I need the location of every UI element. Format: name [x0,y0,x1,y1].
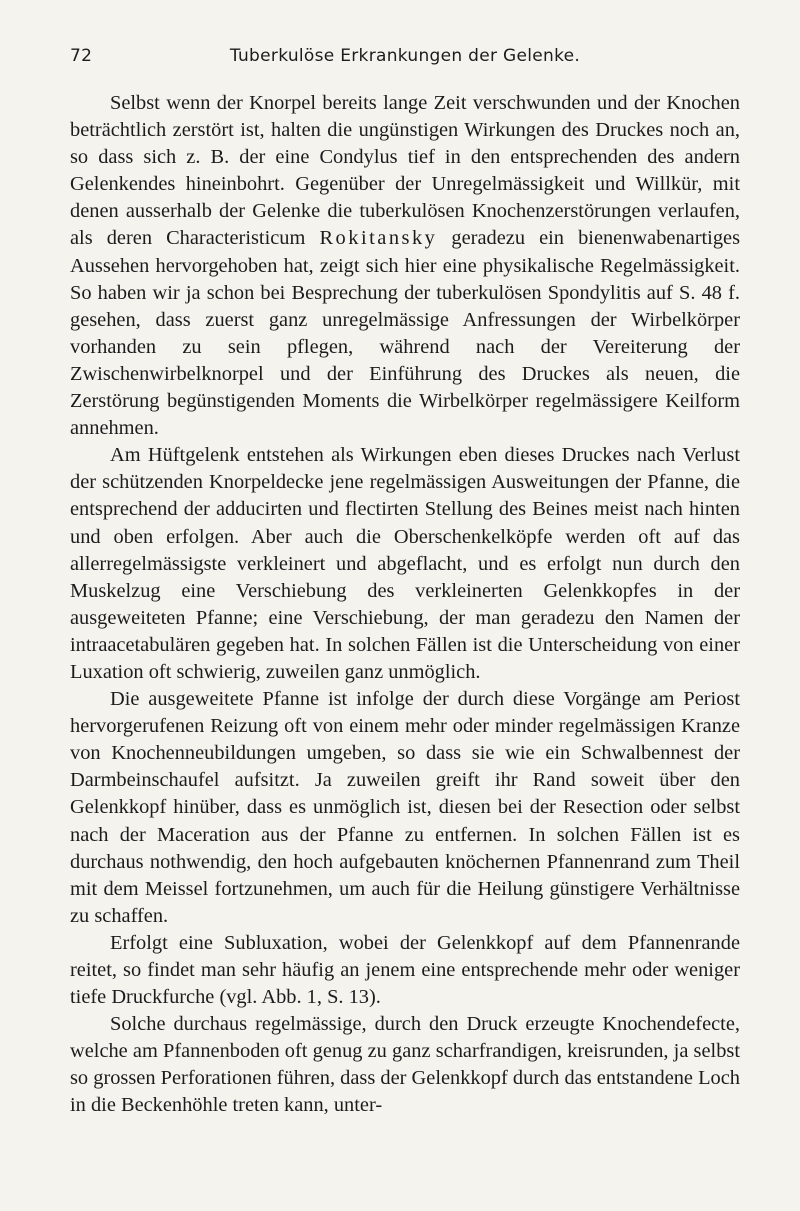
author-name-emphasis: Rokitansky [319,227,438,250]
paragraph-4: Erfolgt eine Subluxation, wobei der Gelenkkopf auf dem Pfannenrande reitet, so findet man sehr häufig an jenem eine entsprechende mehr oder weniger tiefe Druckfurche (vgl. Abb. 1, S. 13). [70,931,740,1009]
paragraph-3: Die ausgeweitete Pfanne ist infolge der durch diese Vorgänge am Periost hervorgerufenen Reizung oft von einem mehr oder minder regelmässigen Kranze von Knochenneubildungen umgeben, so dass sie wie ein Schwalbennest der Darmbeinschaufel aufsitzt. Ja zuweilen greift ihr Rand soweit über den Gelenkkopf hinüber, dass es unmöglich ist, diesen bei der Resection oder selbst nach der Maceration aus der Pfanne zu entfernen. In solchen Fällen ist es durchaus nothwendig, den hoch aufgebauten knöchernen Pfannenrand zum Theil mit dem Meissel fortzunehmen, um auch für die Heilung günstigere Verhältnisse zu schaffen. [70,688,740,927]
running-header [70,46,740,76]
running-title: Tuberkulöse Erkrankungen der Gelenke. [229,46,581,66]
paragraph-5: Solche durchaus regelmässige, durch den Druck erzeugte Knochendefecte, welche am Pfannenboden oft genug zu ganz scharfrandigen, kreisrunden, ja selbst so grossen Perforationen führen, dass der Gelenkkopf durch das entstandene Loch in die Beckenhöhle treten kann, unter- [70,1013,740,1117]
body-text [70,90,740,1120]
page-number: 72 [70,46,93,66]
paragraph-1-text-after: geradezu ein bienenwabenartiges Aussehen hervorgehoben hat, zeigt sich hier eine physikalische Regelmässigkeit. So haben wir ja schon bei Besprechung der tuberkulösen Spondylitis auf S. 48 f. gesehen, dass zuerst ganz unregelmässige Anfressungen der Wirbelkörper vorhanden zu sein pflegen, während nach der Vereiterung der Zwischenwirbelknorpel und der Einführung des Druckes als neuen, die Zerstörung begünstigenden Moments die Wirbelkörper regelmässigere Keilform annehmen. [70,227,740,440]
paragraph-1 [70,90,740,442]
paragraph-1-text-before: Selbst wenn der Knorpel bereits lange Zeit verschwunden und der Knochen beträchtlich zerstört ist, halten die ungünstigen Wirkungen des Druckes noch an, so dass sich z. B. der eine Condylus tief in den entsprechenden des andern Gelenkendes hineinbohrt. Gegenüber der Unregelmässigkeit und Willkür, mit denen ausserhalb der Gelenke die tuberkulösen Knochenzerstörungen verlaufen, als deren Characteristicum [70,92,740,250]
paragraph-2: Am Hüftgelenk entstehen als Wirkungen eben dieses Druckes nach Verlust der schützenden Knorpeldecke jene regelmässigen Ausweitungen der Pfanne, die entsprechend der adducirten und flectirten Stellung des Beines meist nach hinten und oben erfolgen. Aber auch die Oberschenkelköpfe werden oft auf das allerregelmässigste verkleinert und abgeflacht, und es erfolgt nun durch den Muskelzug eine Verschiebung des verkleinerten Gelenkkopfes in der ausgeweiteten Pfanne; eine Verschiebung, der man geradezu den Namen der intraacetabulären gegeben hat. In solchen Fällen ist die Unterscheidung von einer Luxation oft schwierig, zuweilen ganz unmöglich. [70,444,740,683]
book-page [70,46,740,1120]
